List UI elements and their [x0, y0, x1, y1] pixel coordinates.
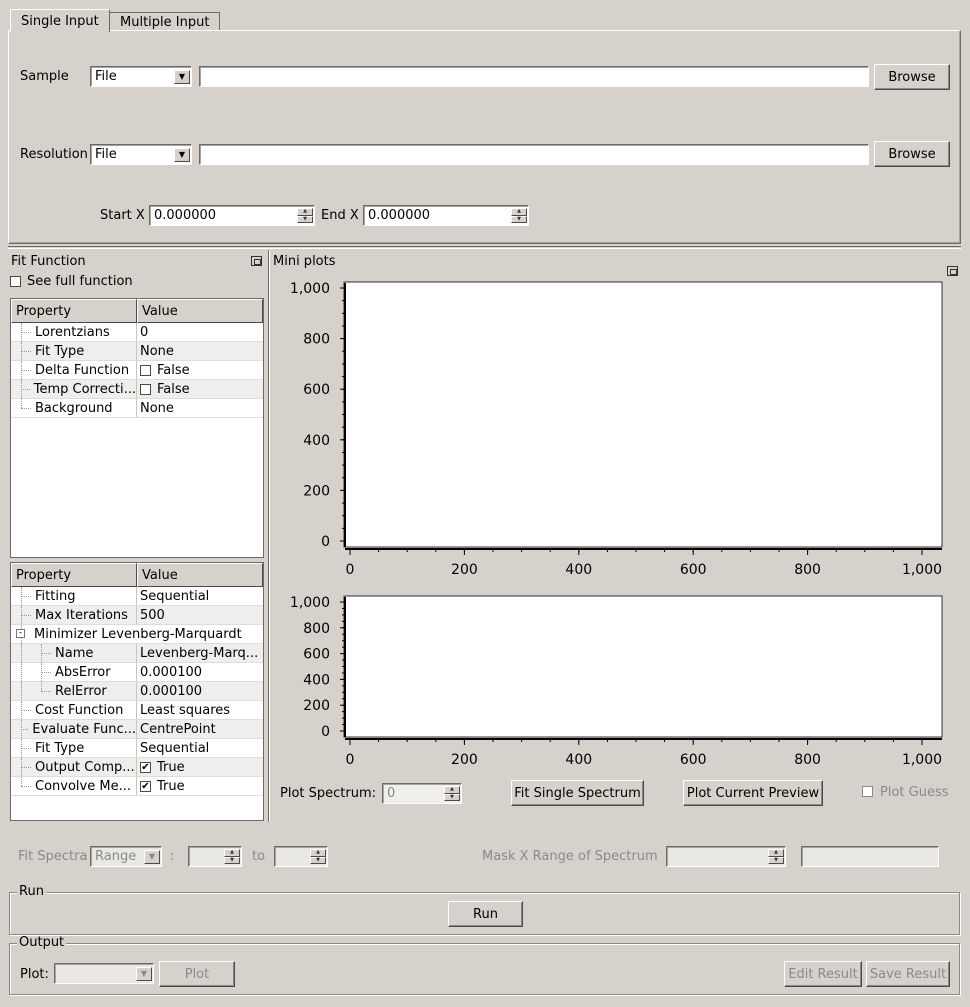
spinbox-arrows[interactable]: ▲ ▼: [224, 849, 240, 864]
tab-label: Single Input: [21, 13, 99, 29]
fit-single-spectrum-button[interactable]: Fit Single Spectrum: [511, 780, 644, 806]
sample-type-combo[interactable]: [90, 66, 192, 87]
mask-range-input[interactable]: [801, 846, 939, 867]
y-tick-label: 800: [303, 620, 330, 637]
bottom-mini-plot[interactable]: [272, 586, 962, 772]
property-name: Minimizer Levenberg-Marquardt: [34, 626, 242, 642]
float-dock-icon[interactable]: [251, 256, 262, 266]
x-tick-label: 400: [565, 752, 593, 768]
x-tick-label: 200: [451, 562, 478, 578]
dock-divider: [268, 250, 270, 822]
property-name: Background: [35, 400, 113, 416]
sample-label: Sample: [20, 69, 69, 84]
plot-canvas: [344, 596, 942, 737]
start-x-label: Start X: [100, 208, 145, 223]
plot-spectrum-label: Plot Spectrum:: [280, 786, 377, 801]
chevron-down-icon: ▼: [174, 148, 190, 162]
table-row[interactable]: [11, 380, 263, 399]
table-row[interactable]: [11, 701, 263, 720]
x-tick-label: 0: [345, 752, 355, 768]
see-full-function-label: See full function: [27, 274, 133, 289]
column-header-value[interactable]: Value: [137, 299, 263, 323]
table-row[interactable]: [11, 720, 263, 739]
delta-function-checkbox[interactable]: [140, 365, 151, 376]
y-tick-label: 200: [303, 698, 330, 715]
combo-value: File: [95, 69, 117, 84]
checkmark-icon[interactable]: ✔: [141, 761, 150, 773]
save-result-button[interactable]: Save Result: [866, 961, 950, 987]
resolution-type-combo[interactable]: [90, 144, 192, 165]
y-tick-label: 400: [303, 672, 330, 689]
sample-browse-button[interactable]: Browse: [874, 64, 950, 90]
mini-plots-title: Mini plots: [273, 254, 336, 269]
property-value: Least squares: [140, 702, 231, 718]
y-tick-label: 600: [303, 382, 330, 399]
property-name: Name: [55, 645, 94, 661]
edit-result-button[interactable]: Edit Result: [784, 961, 862, 987]
mask-x-range-label: Mask X Range of Spectrum: [482, 849, 658, 864]
x-tick-label: 0: [345, 562, 355, 578]
table-row[interactable]: [11, 323, 263, 342]
x-tick-label: 400: [565, 562, 593, 578]
to-label: to: [252, 849, 266, 864]
property-value: Levenberg-Marq...: [140, 645, 259, 661]
y-tick-label: 1,000: [289, 281, 330, 297]
spinbox-arrows[interactable]: ▲ ▼: [511, 208, 527, 223]
property-value: Sequential: [140, 740, 210, 756]
property-value: True: [157, 778, 185, 794]
temp-correction-checkbox[interactable]: [140, 384, 151, 395]
end-x-spinbox[interactable]: [363, 205, 529, 226]
x-tick-label: 200: [451, 752, 478, 768]
table-row[interactable]: [11, 758, 263, 777]
property-name: Lorentzians: [35, 324, 110, 340]
property-name: Temp Correcti...: [33, 381, 136, 397]
top-mini-plot[interactable]: [272, 272, 962, 582]
fit-function-title: Fit Function: [11, 254, 86, 269]
table-row[interactable]: [11, 739, 263, 758]
see-full-function-checkbox[interactable]: [10, 276, 21, 287]
x-tick-label: 800: [794, 752, 821, 768]
property-name: Max Iterations: [35, 607, 128, 623]
spinbox-value: 0.000000: [154, 208, 217, 223]
table-row[interactable]: [11, 587, 263, 606]
property-value: False: [157, 381, 190, 397]
property-name: Evaluate Func...: [32, 721, 136, 737]
tab-label: Multiple Input: [120, 14, 210, 30]
plot-spectrum-spinbox[interactable]: [382, 783, 462, 804]
table-row[interactable]: [11, 625, 263, 644]
start-x-spinbox[interactable]: [149, 205, 315, 226]
property-value: Sequential: [140, 588, 210, 604]
plot-label: Plot:: [20, 967, 49, 982]
resolution-label: Resolution: [20, 147, 88, 162]
chevron-down-icon: ▼: [174, 70, 190, 84]
table-row[interactable]: [11, 663, 263, 682]
collapse-minus-icon[interactable]: -: [16, 629, 25, 638]
fit-spectra-label: Fit Spectra: [18, 849, 88, 864]
table-row[interactable]: [11, 342, 263, 361]
property-value: True: [157, 759, 185, 775]
table-row[interactable]: [11, 399, 263, 418]
colon-label: :: [170, 849, 175, 864]
checkmark-icon[interactable]: ✔: [141, 780, 150, 792]
y-tick-label: 600: [303, 646, 330, 663]
chevron-down-icon: ▼: [144, 850, 160, 864]
mask-spectrum-spinbox[interactable]: [666, 846, 786, 867]
y-tick-label: 800: [303, 331, 330, 348]
fit-function-table: [10, 298, 264, 558]
property-value: None: [140, 400, 174, 416]
column-header-value[interactable]: Value: [137, 563, 263, 587]
spinbox-arrows[interactable]: ▲ ▼: [310, 849, 326, 864]
fit-spectra-start-spinbox[interactable]: [188, 846, 242, 867]
run-group-title: Run: [19, 884, 44, 899]
output-plot-combo[interactable]: [54, 963, 154, 984]
x-tick-label: 1,000: [901, 562, 943, 578]
y-tick-label: 0: [321, 724, 330, 740]
property-value: False: [157, 362, 190, 378]
resolution-path-input[interactable]: [199, 144, 869, 165]
table-row[interactable]: [11, 777, 263, 796]
table-row[interactable]: [11, 682, 263, 701]
property-value: 0.000100: [140, 683, 203, 699]
property-value: 500: [140, 607, 165, 623]
plot-button[interactable]: Plot: [159, 961, 235, 987]
table-row[interactable]: [11, 361, 263, 380]
output-group-title: Output: [19, 935, 65, 950]
plot-guess-label: Plot Guess: [880, 785, 949, 800]
property-value: 0: [140, 324, 149, 340]
table-row[interactable]: [11, 606, 263, 625]
plot-current-preview-button[interactable]: Plot Current Preview: [683, 780, 823, 806]
fit-spectra-mode-combo[interactable]: [90, 846, 162, 867]
y-tick-label: 0: [321, 534, 330, 550]
y-tick-label: 400: [303, 432, 330, 449]
tab-multiple-input[interactable]: [109, 12, 220, 31]
property-name: Fitting: [35, 588, 76, 604]
spinbox-arrows[interactable]: ▲ ▼: [297, 208, 313, 223]
spinbox-arrows[interactable]: ▲ ▼: [444, 786, 460, 801]
combo-value: File: [95, 147, 117, 162]
property-value: 0.000100: [140, 664, 203, 680]
property-value: CentrePoint: [140, 721, 216, 737]
property-name: Fit Type: [35, 740, 85, 756]
spinbox-value: 0.000000: [368, 208, 431, 223]
chevron-down-icon: ▼: [136, 967, 152, 981]
spinbox-value: 0: [387, 786, 396, 801]
fit-settings-table: [10, 562, 264, 821]
property-name: Output Comp...: [35, 759, 135, 775]
property-value: None: [140, 343, 174, 359]
x-tick-label: 600: [679, 752, 707, 768]
property-name: Convolve Me...: [35, 778, 131, 794]
spinbox-arrows[interactable]: ▲ ▼: [768, 849, 784, 864]
x-tick-label: 600: [679, 562, 707, 578]
column-header-property[interactable]: Property: [11, 563, 137, 587]
combo-value: Range: [95, 849, 137, 864]
plot-canvas: [344, 282, 942, 547]
property-name: Fit Type: [35, 343, 85, 359]
tab-single-input[interactable]: [10, 9, 110, 32]
property-name: Delta Function: [35, 362, 130, 378]
y-tick-label: 200: [303, 483, 330, 500]
y-tick-label: 1,000: [289, 595, 330, 611]
end-x-label: End X: [321, 208, 359, 223]
property-name: RelError: [55, 683, 107, 699]
plot-guess-checkbox[interactable]: [862, 786, 873, 797]
table-row[interactable]: [11, 644, 263, 663]
run-button[interactable]: Run: [448, 901, 523, 927]
x-tick-label: 1,000: [901, 752, 943, 768]
splitter[interactable]: [8, 246, 961, 249]
fit-spectra-end-spinbox[interactable]: [274, 846, 328, 867]
property-name: AbsError: [55, 664, 111, 680]
property-name: Cost Function: [35, 702, 124, 718]
column-header-property[interactable]: Property: [11, 299, 137, 323]
resolution-browse-button[interactable]: Browse: [874, 141, 950, 167]
x-tick-label: 800: [794, 562, 821, 578]
sample-path-input[interactable]: [199, 66, 869, 87]
